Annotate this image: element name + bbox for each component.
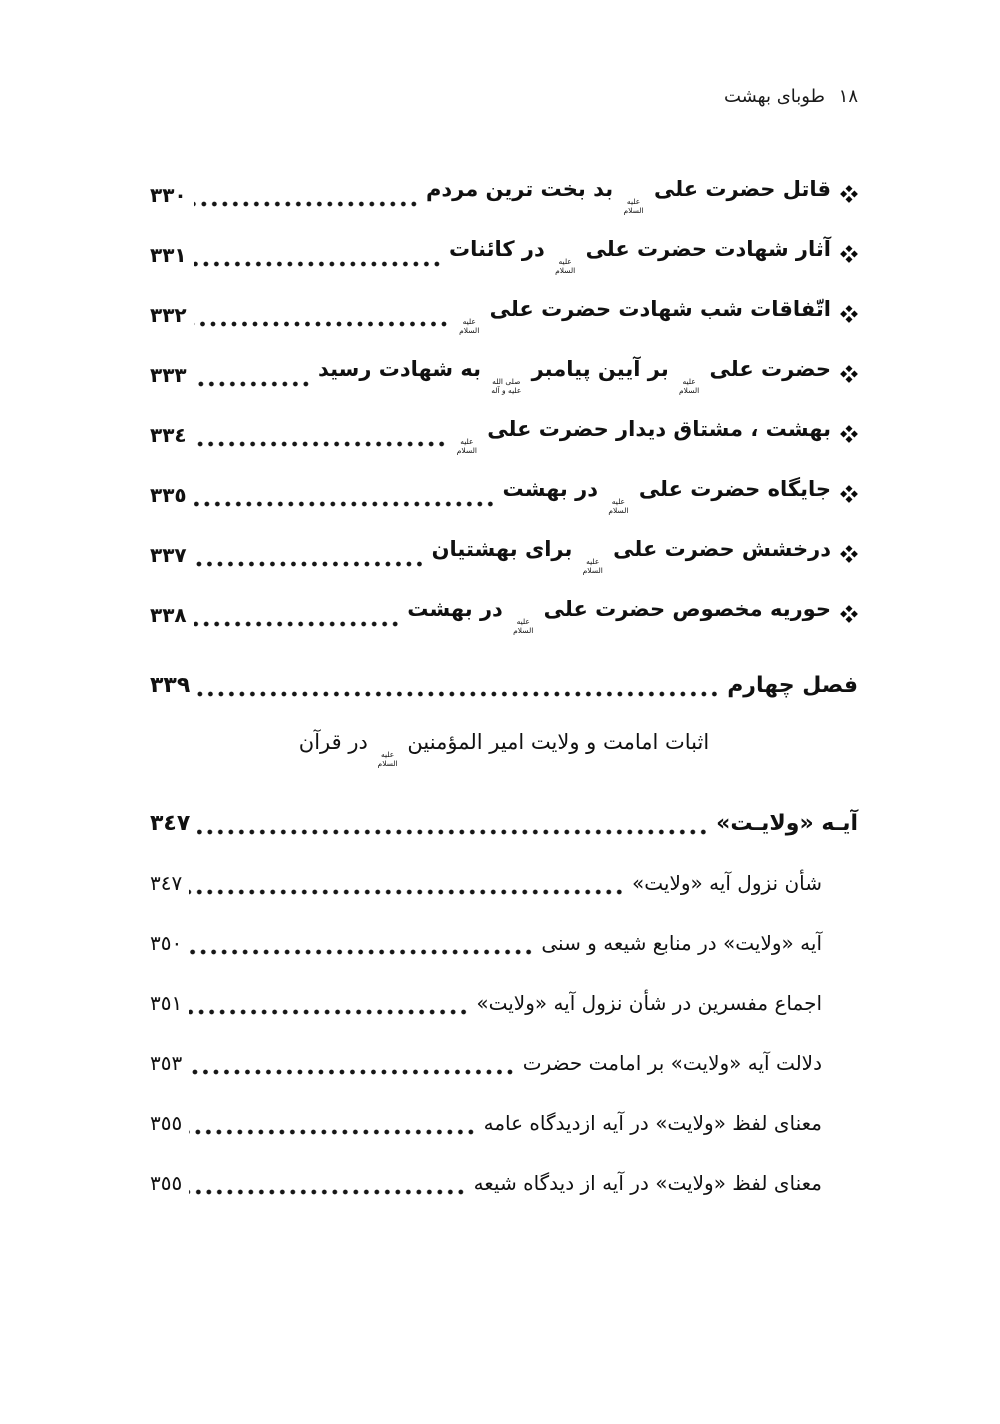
toc-entry-text xyxy=(318,357,831,393)
toc-text-segment: در بهشت xyxy=(502,477,598,502)
toc-row xyxy=(150,793,858,853)
honorific-line: عليه xyxy=(626,197,641,207)
honorific-line: السلام xyxy=(623,205,644,215)
toc-text-segment: شأن نزول آیه «ولایت» xyxy=(632,871,822,895)
toc-text-segment: به شهادت رسید xyxy=(317,357,481,382)
dotted-leader xyxy=(194,501,496,507)
honorific-line: عليه xyxy=(558,257,572,267)
table-of-contents xyxy=(150,165,858,1213)
toc-entry-text xyxy=(426,177,831,213)
toc-entry-text xyxy=(454,417,831,453)
dotted-leader xyxy=(194,261,442,267)
diamond-bullet-icon xyxy=(840,485,858,503)
toc-text-segment: معنای لفظ «ولایت» در آیه از دیدگاه شیعه xyxy=(473,1171,822,1195)
toc-text-segment: در بهشت xyxy=(407,597,503,622)
toc-page-number: ٣٣٥ xyxy=(150,483,187,507)
toc-row xyxy=(150,973,858,1033)
toc-page-number: ٣٣٩ xyxy=(150,672,191,698)
toc-page-number: ٣٤٧ xyxy=(150,871,183,895)
toc-page-number: ٣٤٧ xyxy=(150,810,191,836)
toc-page-number: ٣٥٥ xyxy=(150,1171,183,1195)
honorific-alayhis-salam-icon xyxy=(583,558,603,575)
honorific-line: السلام xyxy=(555,265,576,275)
dotted-leader xyxy=(189,889,625,895)
honorific-line: عليه xyxy=(611,497,626,507)
page-number: ١٨ xyxy=(838,86,858,107)
toc-entry-text xyxy=(456,297,831,333)
toc-text-segment: اتّفاقات شب شهادت حضرت علی xyxy=(489,297,831,322)
toc-page-number: ٣٥٥ xyxy=(150,1111,183,1135)
toc-row xyxy=(150,225,858,285)
toc-text-segment: حوریه مخصوص حضرت علی xyxy=(543,597,831,622)
toc-text-segment: دلالت آیه «ولایت» بر امامت حضرت xyxy=(522,1051,822,1075)
toc-entry-text xyxy=(541,931,822,955)
honorific-alayhis-salam-icon xyxy=(457,438,477,455)
toc-row xyxy=(150,405,858,465)
honorific-line: عليه xyxy=(462,317,476,327)
diamond-bullet-icon xyxy=(840,545,858,563)
toc-entry-text xyxy=(449,237,831,273)
toc-page-number: ٣٣٣ xyxy=(150,363,187,387)
dotted-leader xyxy=(194,561,425,567)
toc-text-segment: معنای لفظ «ولایت» در آیه ازدیدگاه عامه xyxy=(483,1111,822,1135)
toc-row xyxy=(150,1033,858,1093)
honorific-line: السلام xyxy=(513,625,534,635)
toc-page-number: ٣٥١ xyxy=(150,991,183,1015)
honorific-line: صلى الله xyxy=(492,377,521,387)
toc-row xyxy=(150,165,858,225)
toc-entry-text xyxy=(727,673,858,698)
toc-entry-text xyxy=(502,477,831,513)
honorific-salawat-icon xyxy=(491,378,521,395)
honorific-alayhis-salam-icon xyxy=(555,258,575,275)
diamond-bullet-icon xyxy=(840,185,858,203)
toc-text-segment: بد بخت ترین مردم xyxy=(425,177,614,202)
toc-entry-text xyxy=(476,991,822,1015)
dotted-leader xyxy=(189,949,534,955)
honorific-alayhis-salam-icon xyxy=(378,751,398,768)
toc-page-number: ٣٣٢ xyxy=(150,303,187,327)
toc-entry-text xyxy=(716,811,858,836)
dotted-leader xyxy=(194,201,419,207)
toc-text-segment: در قرآن xyxy=(298,730,368,755)
toc-page-number: ٣٥٣ xyxy=(150,1051,183,1075)
dotted-leader xyxy=(189,1069,515,1075)
toc-row xyxy=(150,853,858,913)
toc-page-number: ٣٣٧ xyxy=(150,543,187,567)
toc-entry-text xyxy=(484,1111,822,1135)
toc-entry-text xyxy=(632,871,822,895)
honorific-alayhis-salam-icon xyxy=(513,618,533,635)
toc-text-segment: بهشت ، مشتاق دیدار حضرت علی xyxy=(487,417,831,442)
toc-text-segment: آثار شهادت حضرت علی xyxy=(585,237,831,262)
honorific-line: عليه و آله xyxy=(491,385,522,395)
honorific-line: عليه xyxy=(516,617,530,627)
honorific-alayhis-salam-icon xyxy=(679,378,699,395)
diamond-bullet-icon xyxy=(840,305,858,323)
honorific-alayhis-salam-icon xyxy=(623,198,643,215)
toc-row xyxy=(150,345,858,405)
toc-text-segment: آیـه «ولایـت» xyxy=(716,810,858,836)
toc-entry-text xyxy=(474,1171,822,1195)
toc-row xyxy=(150,285,858,345)
diamond-bullet-icon xyxy=(840,425,858,443)
toc-page-number: ٣٣٤ xyxy=(150,423,187,447)
dotted-leader xyxy=(189,1189,466,1195)
honorific-alayhis-salam-icon xyxy=(459,318,479,335)
toc-text-segment: قاتل حضرت علی xyxy=(653,177,831,202)
honorific-line: السلام xyxy=(459,325,480,335)
toc-row xyxy=(150,1093,858,1153)
honorific-line: السلام xyxy=(456,445,477,455)
toc-text-segment: فصل چهارم xyxy=(727,672,858,698)
dotted-leader xyxy=(194,381,311,387)
toc-text-segment: حضرت علی xyxy=(709,357,831,382)
toc-entry-text xyxy=(432,537,831,573)
honorific-line: السلام xyxy=(377,758,398,768)
toc-entry-text xyxy=(523,1051,822,1075)
toc-page-number: ٣٣٨ xyxy=(150,603,187,627)
honorific-line: السلام xyxy=(582,565,603,575)
honorific-line: عليه xyxy=(460,437,474,447)
toc-text-segment: جایگاه حضرت علی xyxy=(638,477,831,502)
diamond-bullet-icon xyxy=(840,605,858,623)
dotted-leader xyxy=(197,691,720,697)
honorific-line: السلام xyxy=(608,505,629,515)
honorific-alayhis-salam-icon xyxy=(608,498,628,515)
toc-row xyxy=(150,717,858,779)
toc-page-number: ٣٣١ xyxy=(150,243,187,267)
dotted-leader xyxy=(194,621,401,627)
book-title: طوبای بهشت xyxy=(723,86,825,107)
honorific-line: عليه xyxy=(682,377,696,387)
toc-text-segment: درخشش حضرت علی xyxy=(613,537,831,562)
running-header xyxy=(150,86,858,107)
toc-row xyxy=(150,525,858,585)
toc-row xyxy=(150,1153,858,1213)
diamond-bullet-icon xyxy=(840,245,858,263)
diamond-bullet-icon xyxy=(840,365,858,383)
toc-row xyxy=(150,655,858,715)
toc-text-segment: اثبات امامت و ولایت امیر المؤمنین xyxy=(407,730,710,755)
toc-entry-text xyxy=(407,597,831,633)
honorific-line: عليه xyxy=(381,750,395,760)
toc-page-number: ٣٥٠ xyxy=(150,931,183,955)
dotted-leader xyxy=(194,441,447,447)
dotted-leader xyxy=(194,321,449,327)
toc-text-segment: اجماع مفسرین در شأن نزول آیه «ولایت» xyxy=(476,991,822,1015)
toc-text-segment: برای بهشتیان xyxy=(431,537,573,562)
dotted-leader xyxy=(189,1009,469,1015)
toc-row xyxy=(150,913,858,973)
toc-page-number: ٣٣٠ xyxy=(150,183,187,207)
toc-text-segment: بر آیین پیامبر xyxy=(531,357,669,382)
dotted-leader xyxy=(197,829,709,835)
dotted-leader xyxy=(189,1129,476,1135)
toc-row xyxy=(150,585,858,645)
honorific-line: السلام xyxy=(679,385,700,395)
chapter-subtitle xyxy=(299,730,709,766)
toc-text-segment: در کائنات xyxy=(449,237,545,262)
toc-row xyxy=(150,465,858,525)
toc-text-segment: آیه «ولایت» در منابع شیعه و سنی xyxy=(541,931,822,955)
honorific-line: عليه xyxy=(586,557,600,567)
